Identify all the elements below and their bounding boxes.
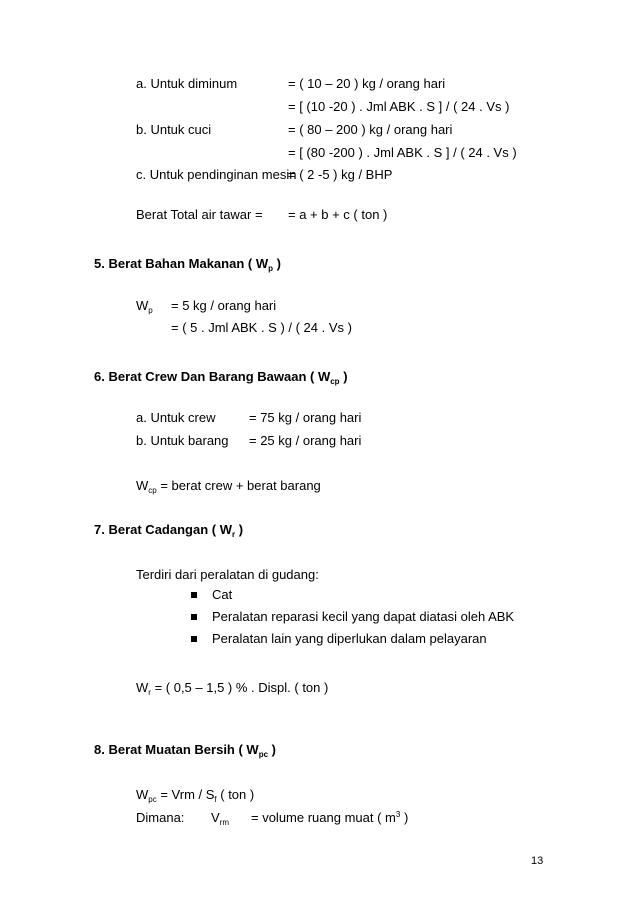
s7-bullet-item: Cat [212, 587, 233, 602]
water-b-value1: = ( 80 – 200 ) kg / orang hari [288, 122, 453, 137]
s7-intro: Terdiri dari peralatan di gudang: [136, 567, 319, 582]
s8-v-definition: = volume ruang muat ( $m^3$ ) [251, 810, 409, 825]
s8-v-symbol: $V_{rm}$ [211, 810, 229, 827]
section-5-heading: 5. Berat Bahan Makanan ( $W_p$ ) [94, 256, 281, 273]
water-total-value: = a + b + c ( ton ) [288, 207, 388, 222]
s8-formula: $W_{pc}$ = Vrm / $S_f$ ( ton ) [136, 787, 255, 804]
s6-a-label: a. Untuk crew [136, 410, 216, 425]
water-b-value2: = [ (80 -200 ) . Jml ABK . S ] / ( 24 . Vs ) [288, 145, 517, 160]
section-8-heading: 8. Berat Muatan Bersih ( $W_{pc}$ ) [94, 742, 276, 759]
s8-dimana-label: Dimana: [136, 810, 185, 825]
water-c-label: c. Untuk pendinginan mesin [136, 167, 297, 182]
bullet-icon [191, 614, 197, 620]
page-number: 13 [531, 855, 544, 867]
water-b-label: b. Untuk cuci [136, 122, 212, 137]
s6-b-label: b. Untuk barang [136, 433, 229, 448]
bullet-icon [191, 592, 197, 598]
s5-line1: = 5 kg / orang hari [171, 298, 277, 313]
water-a-label: a. Untuk diminum [136, 76, 238, 91]
s6-formula: $W_{cp}$ = berat crew + berat barang [136, 478, 321, 495]
section-7-heading: 7. Berat Cadangan ( $W_r$ ) [94, 522, 244, 539]
s7-bullet-item: Peralatan lain yang diperlukan dalam pelayaran [212, 631, 487, 646]
water-a-value2: = [ (10 -20 ) . Jml ABK . S ] / ( 24 . Vs ) [288, 99, 510, 114]
water-total-label: Berat Total air tawar = [136, 207, 263, 222]
s7-bullet-item: Peralatan reparasi kecil yang dapat diatasi oleh ABK [212, 609, 515, 624]
section-6-heading: 6. Berat Crew Dan Barang Bawaan ( $W_{cp}$ ) [94, 369, 348, 386]
water-a-value1: = ( 10 – 20 ) kg / orang hari [288, 76, 446, 91]
s5-w-symbol: $W_p$ [136, 298, 153, 315]
s5-line2: = ( 5 . Jml ABK . S ) / ( 24 . Vs ) [171, 320, 352, 335]
s6-b-value: = 25 kg / orang hari [249, 433, 362, 448]
water-c-value: = ( 2 -5 ) kg / BHP [288, 167, 393, 182]
s7-formula: $W_r$ = ( 0,5 – 1,5 ) % . Displ. ( ton ) [136, 680, 329, 697]
s6-a-value: = 75 kg / orang hari [249, 410, 362, 425]
bullet-icon [191, 636, 197, 642]
